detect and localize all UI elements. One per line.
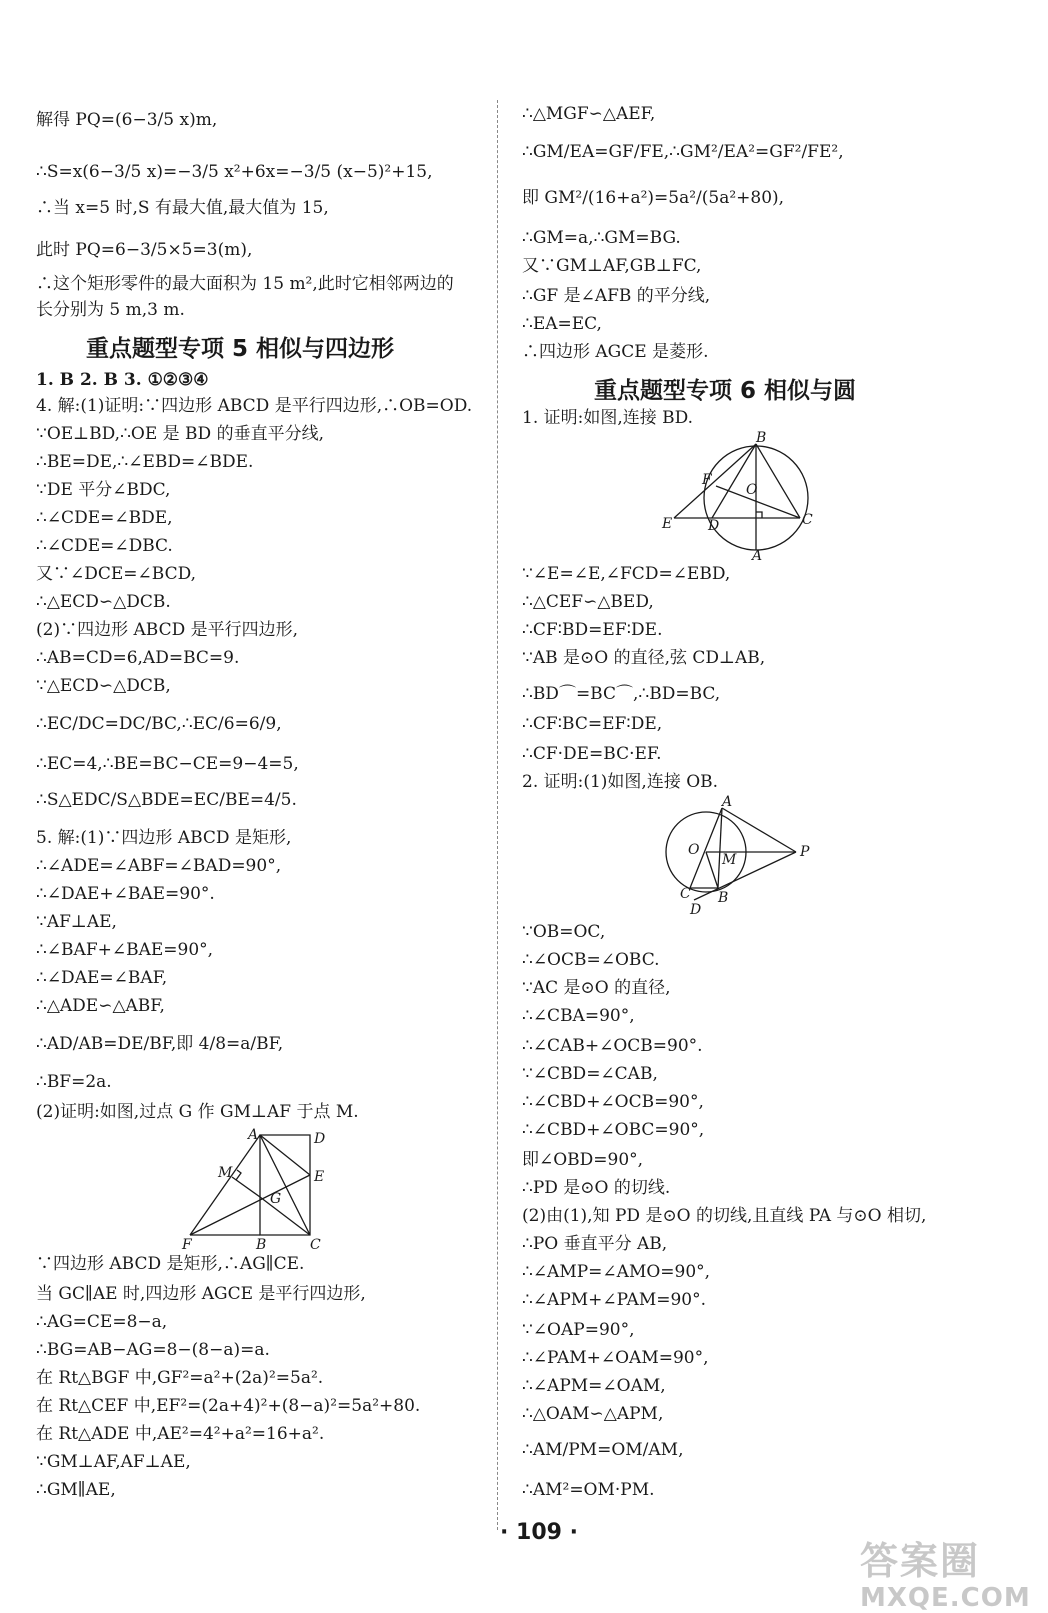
- text-line: ∴∠BAF+∠BAE=90°,: [36, 940, 214, 960]
- column-divider: [497, 100, 498, 1530]
- section-title-5: 重点题型专项 5 相似与四边形: [86, 336, 395, 362]
- label-m: M: [722, 852, 737, 868]
- watermark: [860, 1530, 1031, 1613]
- section-title-6: 重点题型专项 6 相似与圆: [594, 378, 857, 404]
- text-line: ∴∠APM=∠OAM,: [522, 1376, 666, 1396]
- label-d: D: [314, 1131, 326, 1147]
- label-o: O: [688, 842, 700, 858]
- text-line: ∵∠CBD=∠CAB,: [522, 1064, 658, 1084]
- text-line: (2)∵四边形 ABCD 是平行四边形,: [36, 620, 299, 640]
- label-g: G: [270, 1191, 282, 1207]
- text-line: ∴GF 是∠AFB 的平分线,: [522, 286, 711, 306]
- label-c: C: [680, 886, 691, 902]
- text-line: (2)由(1),知 PD 是⊙O 的切线,且直线 PA 与⊙O 相切,: [522, 1206, 927, 1226]
- text-line: ∵AC 是⊙O 的直径,: [522, 978, 671, 998]
- text-line: ∵∠E=∠E,∠FCD=∠EBD,: [522, 564, 731, 584]
- text-line: ∴BG=AB−AG=8−(8−a)=a.: [36, 1340, 270, 1360]
- text-line: ∴△MGF∽△AEF,: [522, 104, 656, 124]
- text-line: ∴△ECD∽△DCB.: [36, 592, 171, 612]
- text-line: 又∵GM⊥AF,GB⊥FC,: [522, 256, 702, 276]
- text-line: 1. B 2. B 3. ①②③④: [36, 370, 209, 390]
- text-line: ∴AM²=OM·PM.: [522, 1480, 655, 1500]
- text-line: 2. 证明:(1)如图,连接 OB.: [522, 772, 719, 792]
- label-b: B: [256, 1237, 267, 1253]
- text-line: ∴BE=DE,∴∠EBD=∠BDE.: [36, 452, 254, 472]
- label-e: E: [314, 1169, 325, 1185]
- segment-ef: [674, 444, 756, 518]
- text-line: ∴△OAM∽△APM,: [522, 1404, 664, 1424]
- label-d: D: [708, 518, 720, 534]
- text-line: ∴∠CBD+∠OCB=90°,: [522, 1092, 704, 1112]
- label-o: O: [746, 482, 758, 498]
- text-line: 在 Rt△ADE 中,AE²=4²+a²=16+a².: [36, 1424, 325, 1444]
- text-line: ∴∠CAB+∠OCB=90°.: [522, 1036, 703, 1056]
- segment-ae: [260, 1135, 310, 1175]
- label-c: C: [802, 512, 813, 528]
- text-line: 1. 证明:如图,连接 BD.: [522, 408, 694, 428]
- text-line: ∴∠DAE=∠BAF,: [36, 968, 168, 988]
- label-b: B: [718, 890, 729, 906]
- right-angle-mark: [236, 1170, 241, 1180]
- text-line: ∴∠CBA=90°,: [522, 1006, 635, 1026]
- text-line: ∴△ADE∽△ABF,: [36, 996, 165, 1016]
- label-a: A: [752, 548, 763, 564]
- text-line: 即∠OBD=90°,: [522, 1150, 644, 1170]
- segment-pa: [722, 808, 796, 852]
- text-line: ∴∠OCB=∠OBC.: [522, 950, 660, 970]
- text-line: ∴CF∶BC=EF∶DE,: [522, 714, 663, 734]
- label-d: D: [690, 902, 702, 918]
- segment-fe: [190, 1175, 310, 1235]
- watermark-url: MXQE.COM: [860, 1583, 1031, 1613]
- segment-af: [190, 1135, 260, 1235]
- text-line: 此时 PQ=6−3/5×5=3(m),: [36, 240, 253, 260]
- segment-bc: [756, 444, 800, 518]
- text-line: 又∵∠DCE=∠BCD,: [36, 564, 197, 584]
- text-line: ∴BD⌒=BC⌒,∴BD=BC,: [522, 684, 721, 704]
- text-line: 5. 解:(1)∵四边形 ABCD 是矩形,: [36, 828, 292, 848]
- label-c: C: [310, 1237, 321, 1253]
- segment-ob: [706, 852, 718, 888]
- text-line: ∴∠CDE=∠DBC.: [36, 536, 173, 556]
- text-line: ∴PD 是⊙O 的切线.: [522, 1178, 671, 1198]
- text-line: ∴∠CBD+∠OBC=90°,: [522, 1120, 705, 1140]
- text-line: ∴EC/DC=DC/BC,∴EC/6=6/9,: [36, 714, 282, 734]
- label-a: A: [248, 1127, 259, 1143]
- text-line: 在 Rt△BGF 中,GF²=a²+(2a)²=5a².: [36, 1368, 324, 1388]
- text-line: 长分别为 5 m,3 m.: [36, 300, 185, 320]
- right-angle-mark: [756, 512, 762, 518]
- text-line: ∴AM/PM=OM/AM,: [522, 1440, 684, 1460]
- text-line: ∴BF=2a.: [36, 1072, 112, 1092]
- label-b: B: [756, 430, 767, 446]
- label-a: A: [722, 794, 733, 810]
- text-line: 4. 解:(1)证明:∵四边形 ABCD 是平行四边形,∴OB=OD.: [36, 396, 473, 416]
- text-line: ∵OB=OC,: [522, 922, 606, 942]
- segment-ac: [260, 1135, 310, 1235]
- text-line: ∵∠OAP=90°,: [522, 1320, 635, 1340]
- label-f: F: [182, 1237, 192, 1253]
- text-line: ∵DE 平分∠BDC,: [36, 480, 171, 500]
- text-line: ∴CF∶BD=EF∶DE.: [522, 620, 663, 640]
- text-line: ∴AG=CE=8−a,: [36, 1312, 168, 1332]
- text-line: 当 GC∥AE 时,四边形 AGCE 是平行四边形,: [36, 1284, 366, 1304]
- figure-circle-1: [660, 430, 830, 564]
- text-line: 在 Rt△CEF 中,EF²=(2a+4)²+(8−a)²=5a²+80.: [36, 1396, 421, 1416]
- text-line: ∵OE⊥BD,∴OE 是 BD 的垂直平分线,: [36, 424, 324, 444]
- text-line: 即 GM²/(16+a²)=5a²/(5a²+80),: [522, 188, 785, 208]
- text-line: ∴∠ADE=∠ABF=∠BAD=90°,: [36, 856, 282, 876]
- text-line: ∴AD/AB=DE/BF,即 4/8=a/BF,: [36, 1034, 284, 1054]
- text-line: ∴这个矩形零件的最大面积为 15 m²,此时它相邻两边的: [36, 274, 454, 294]
- text-line: ∴∠CDE=∠BDE,: [36, 508, 173, 528]
- text-line: ∴GM=a,∴GM=BG.: [522, 228, 681, 248]
- segment-bd: [712, 444, 756, 518]
- text-line: ∴CF·DE=BC·EF.: [522, 744, 662, 764]
- page-number: · 109 ·: [500, 1520, 578, 1545]
- text-line: (2)证明:如图,过点 G 作 GM⊥AF 于点 M.: [36, 1102, 359, 1122]
- text-line: ∵AB 是⊙O 的直径,弦 CD⊥AB,: [522, 648, 766, 668]
- text-line: ∴GM/EA=GF/FE,∴GM²/EA²=GF²/FE²,: [522, 142, 844, 162]
- figure-rectangle-abcd: [180, 1125, 340, 1253]
- label-e: E: [662, 516, 673, 532]
- segment-fc: [716, 486, 800, 518]
- text-line: ∴四边形 AGCE 是菱形.: [522, 342, 709, 362]
- text-line: ∵四边形 ABCD 是矩形,∴AG∥CE.: [36, 1254, 305, 1274]
- text-line: ∴PO 垂直平分 AB,: [522, 1234, 668, 1254]
- segment-gc: [260, 1197, 310, 1235]
- figure-circle-2: [660, 794, 820, 918]
- text-line: ∵△ECD∽△DCB,: [36, 676, 171, 696]
- watermark-logo-text: 答案圈: [860, 1539, 981, 1583]
- text-line: ∴EA=EC,: [522, 314, 602, 334]
- text-line: ∵GM⊥AF,AF⊥AE,: [36, 1452, 191, 1472]
- text-line: ∴△CEF∽△BED,: [522, 592, 654, 612]
- label-p: P: [800, 844, 810, 860]
- text-line: ∴S=x(6−3/5 x)=−3/5 x²+6x=−3/5 (x−5)²+15,: [36, 162, 433, 182]
- text-line: ∵AF⊥AE,: [36, 912, 117, 932]
- text-line: ∴∠APM+∠PAM=90°.: [522, 1290, 707, 1310]
- text-line: 解得 PQ=(6−3/5 x)m,: [36, 110, 218, 130]
- segment-ab: [718, 808, 722, 888]
- text-line: ∴∠DAE+∠BAE=90°.: [36, 884, 215, 904]
- text-line: ∴∠PAM+∠OAM=90°,: [522, 1348, 709, 1368]
- label-m: M: [218, 1165, 233, 1181]
- text-line: ∴∠AMP=∠AMO=90°,: [522, 1262, 711, 1282]
- text-line: ∴EC=4,∴BE=BC−CE=9−4=5,: [36, 754, 299, 774]
- text-line: ∴S△EDC/S△BDE=EC/BE=4/5.: [36, 790, 297, 810]
- text-line: ∴GM∥AE,: [36, 1480, 116, 1500]
- text-line: ∴当 x=5 时,S 有最大值,最大值为 15,: [36, 198, 329, 218]
- label-f: F: [702, 472, 712, 488]
- text-line: ∴AB=CD=6,AD=BC=9.: [36, 648, 240, 668]
